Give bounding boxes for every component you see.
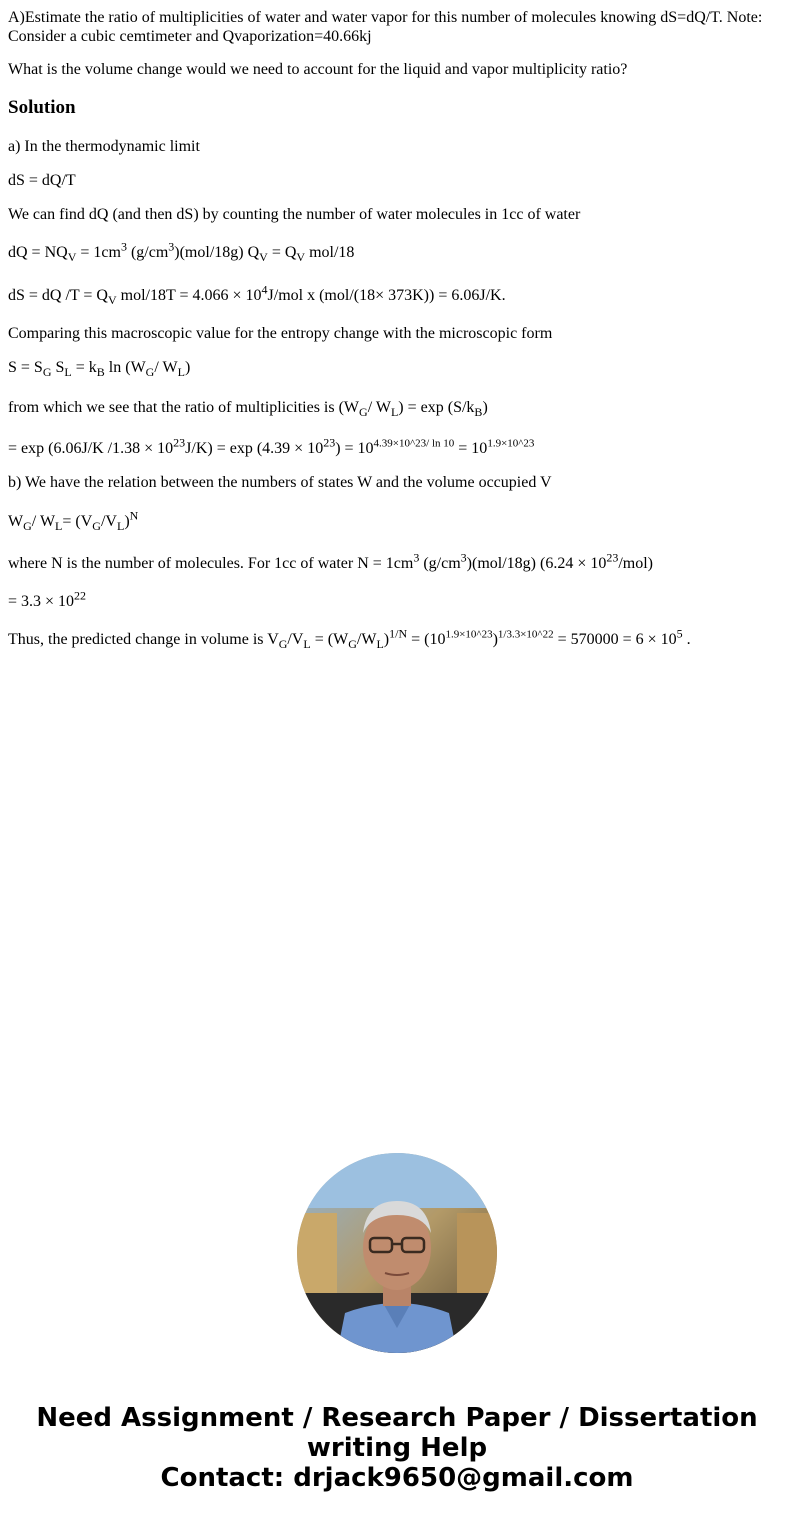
exp-line: = exp (6.06J/K $/1.38 \times 10^{23}J/K) = \exp (4.39 \times 10^{23}) = 10^{4.39\times 10\^{}23/ ln 10} = 10^{1.9\times 10\^{}23}$ (8, 435, 535, 457)
count-text: We can find dQ (and then dS) by counting the number of water molecules in 1cc of water (8, 206, 581, 223)
n-line: where N is the number of molecules. For 1cc of water $N = 1cm^3$ $(g/cm^3)(mol/18g) (6.24 \times 10^{23}/mol)$ (8, 550, 654, 572)
entropy-equation: $S = S_G$ $S_L = k_B$ $\ln (W_G/$ $W_L$) (8, 359, 191, 380)
question-text: A)Estimate the ratio of multiplicities of water and water vapor for this number of molecules knowing dS=dQ/T. Note: Consider a cubic cemtimeter and Qvaporization=40.66kj (8, 9, 763, 45)
footer-line-1: Need Assignment / Research Paper / Dissertation (36, 1403, 758, 1433)
ds-equation: dS = dQ $/T = Q_V$ $mol/18T = 4.066 \times 10^4J$/mol x (mol/(18× 373K)) = 6.06J/K. (8, 282, 506, 308)
n-value: = $3.3 \times 10^{22}$ (8, 588, 87, 610)
question-followup: What is the volume change would we need to account for the liquid and vapor multiplicity ratio? (8, 61, 628, 78)
footer-contact: Contact: drjack9650@gmail.com (160, 1463, 634, 1493)
part-b-intro: b) We have the relation between the numbers of states W and the volume occupied V (8, 474, 552, 491)
footer-banner (0, 1403, 794, 1493)
ds-definition: dS = dQ/T (8, 172, 76, 189)
volume-relation: $W_G/$ $W_L= (V_G/V_L)^N$ (8, 508, 139, 534)
person-photo-avatar (297, 1153, 497, 1353)
part-a-intro: a) In the thermodynamic limit (8, 138, 200, 155)
compare-text: Comparing this macroscopic value for the entropy change with the microscopic form (8, 325, 553, 342)
dq-equation: dQ = $NQ_V = 1cm^3$ $(g/cm^3)(mol/18g) Q_V = Q_V$ mol/18 (8, 239, 355, 265)
ratio-line: from which we see that the ratio of multiplicities is ($W_G/$ $W_L) = \exp (S/k_B)$ (8, 399, 488, 420)
solution-heading: Solution (8, 97, 76, 118)
volume-line: Thus, the predicted change in volume is $V_G/V_L = (W_G/W_L)^{1/N} = (10^{1.9\times 10\^{}23})^{1/3.3\times 10\^{}22} = 570000 = 6 \times 10^5$ . (8, 626, 691, 652)
person-photo-icon (297, 1153, 497, 1353)
footer-line-2: writing Help (306, 1433, 488, 1463)
